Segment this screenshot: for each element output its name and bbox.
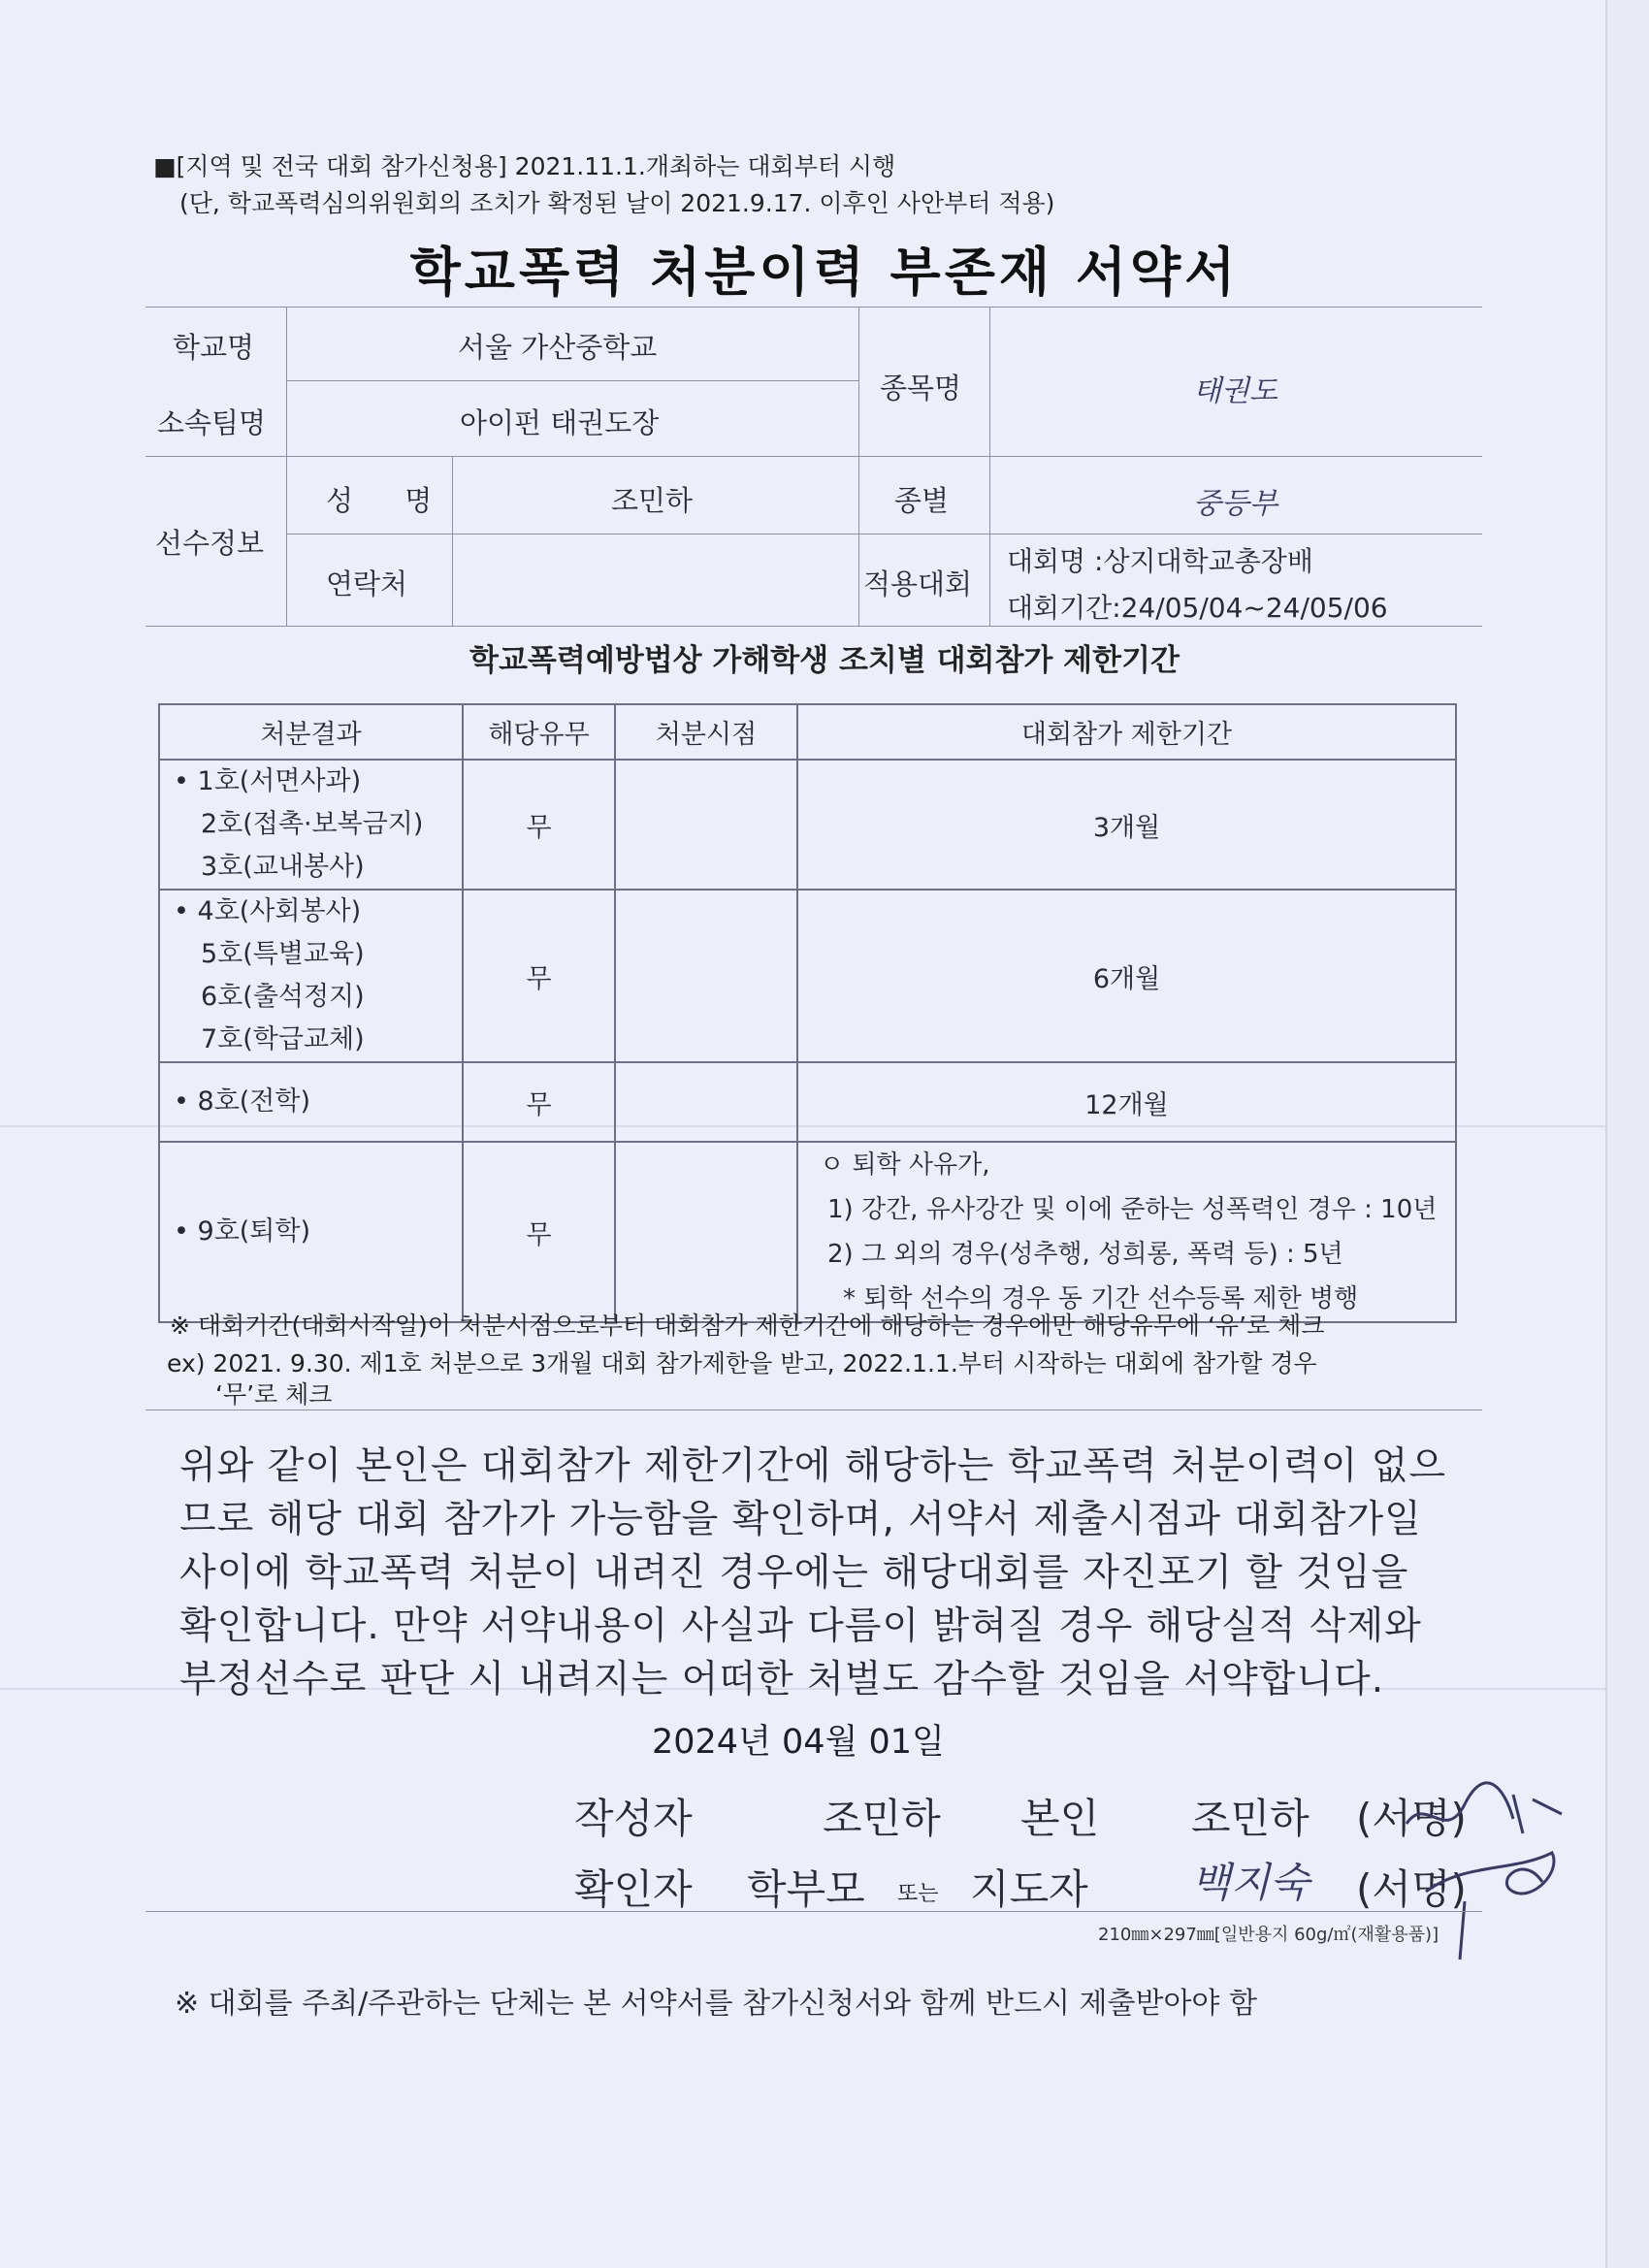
- competition-name: 대회명 :상지대학교총장배: [1007, 545, 1313, 577]
- notes-divider: [146, 1409, 1482, 1410]
- timing-cell: [615, 1062, 797, 1142]
- table-row: [159, 760, 1456, 890]
- applicable-cell: 무: [463, 890, 615, 1062]
- applicable-cell: 무: [463, 1062, 615, 1142]
- note-line-1: ※ 대회기간(대회시작일)이 처분시점으로부터 대회참가 제한기간에 해당하는 경우에만 해당유무에 ‘유’로 체크: [170, 1312, 1325, 1340]
- notice-line-2: (단, 학교폭력심의위원회의 조치가 확정된 날이 2021.9.17. 이후인 사안부터 적용): [179, 189, 1055, 217]
- expulsion-line: 2) 그 외의 경우(성추행, 성희롱, 폭력 등) : 5년: [827, 1240, 1343, 1269]
- table-row: [159, 1142, 1456, 1322]
- period-cell: 3개월: [797, 760, 1456, 890]
- header-result: 처분결과: [159, 704, 463, 760]
- confirmer-label: 확인자: [574, 1865, 693, 1913]
- result-item: 6호(출석정지): [201, 982, 365, 1012]
- footer-note: ※ 대회를 주최/주관하는 단체는 본 서약서를 참가신청서와 함께 반드시 제출받아야 함: [175, 1987, 1257, 2021]
- result-cell: [159, 890, 463, 1062]
- timing-cell: [615, 760, 797, 890]
- header-applicable: 해당유무: [463, 704, 615, 760]
- info-border-top: [146, 307, 1482, 308]
- pledge-line: 사이에 학교폭력 처분이 내려진 경우에는 해당대회를 자진포기 할 것임을: [179, 1551, 1409, 1595]
- result-item: • 1호(서면사과): [160, 761, 462, 803]
- applied-competition-label: 적용대회: [863, 567, 973, 600]
- info-border: [146, 456, 1482, 457]
- result-item: • 4호(사회봉사): [160, 891, 462, 933]
- info-border: [858, 307, 859, 626]
- result-item: 2호(접촉·보복금지): [201, 809, 424, 839]
- team-value: 아이펀 태권도장: [460, 406, 660, 439]
- school-value: 서울 가산중학교: [458, 331, 658, 364]
- paper-spec: 210㎜×297㎜[일반용지 60g/㎡(재활용품)]: [1098, 1925, 1439, 1945]
- notice-line-1: ■[지역 및 전국 대회 참가신청용] 2021.11.1.개최하는 대회부터 시행: [153, 152, 896, 180]
- expulsion-line: 1) 강간, 유사강간 및 이에 준하는 성폭력인 경우 : 10년: [827, 1195, 1438, 1224]
- period-cell: 6개월: [797, 890, 1456, 1062]
- period-cell: 12개월: [797, 1062, 1456, 1142]
- division-value: 중등부: [1193, 487, 1277, 521]
- division-label: 종별: [894, 484, 950, 517]
- header-timing: 처분시점: [615, 704, 797, 760]
- coach-signature-scribble: [1406, 1833, 1571, 1969]
- note-line-3: ‘무’로 체크: [215, 1380, 333, 1409]
- restriction-table: [158, 703, 1457, 1323]
- table-row: [159, 1062, 1456, 1142]
- expulsion-line: * 퇴학 선수의 경우 동 기간 선수등록 제한 병행: [843, 1284, 1359, 1313]
- header-period: 대회참가 제한기간: [797, 704, 1456, 760]
- self-name: 조민하: [1191, 1795, 1310, 1842]
- self-label: 본인: [1020, 1795, 1100, 1842]
- info-border-bottom: [146, 626, 1482, 627]
- info-border: [286, 307, 287, 626]
- table-row: [159, 890, 1456, 1062]
- period-cell: [797, 1142, 1456, 1322]
- player-info-label: 선수정보: [155, 527, 265, 560]
- table-header-row: [159, 704, 1456, 760]
- applicable-cell: 무: [463, 760, 615, 890]
- pledge-line: 확인합니다. 만약 서약내용이 사실과 다름이 밝혀질 경우 해당실적 삭제와: [179, 1604, 1422, 1648]
- result-item: • 8호(전학): [160, 1081, 462, 1123]
- competition-period: 대회기간:24/05/04~24/05/06: [1007, 592, 1388, 624]
- parent-label: 학부모: [747, 1865, 865, 1913]
- writer-label: 작성자: [574, 1795, 693, 1842]
- writer-name: 조민하: [823, 1795, 941, 1842]
- coach-label: 지도자: [970, 1865, 1088, 1913]
- result-item: • 9호(퇴학): [160, 1211, 462, 1253]
- note-line-2: ex) 2021. 9.30. 제1호 처분으로 3개월 대회 참가제한을 받고, 2022.1.1.부터 시작하는 대회에 참가할 경우: [167, 1349, 1317, 1377]
- coach-signature: 백지숙: [1191, 1859, 1310, 1906]
- result-item: 5호(특별교육): [201, 939, 365, 969]
- result-cell: [159, 1062, 463, 1142]
- applicable-cell: 무: [463, 1142, 615, 1322]
- pledge-date: 2024년 04월 01일: [652, 1723, 945, 1762]
- pledge-line: 위와 같이 본인은 대회참가 제한기간에 해당하는 학교폭력 처분이력이 없으: [179, 1444, 1447, 1488]
- team-label: 소속팀명: [157, 406, 267, 439]
- event-value: 태권도: [1193, 374, 1277, 408]
- timing-cell: [615, 1142, 797, 1322]
- result-item: 3호(교내봉사): [201, 852, 365, 882]
- pledge-line: 므로 해당 대회 참가가 가능함을 확인하며, 서약서 제출시점과 대회참가일: [179, 1498, 1422, 1541]
- result-item: 7호(학급교체): [201, 1024, 365, 1054]
- pledge-line: 부정선수로 판단 시 내려지는 어떠한 처벌도 감수할 것임을 서약합니다.: [179, 1658, 1385, 1701]
- result-cell: [159, 1142, 463, 1322]
- expulsion-line: ㅇ 퇴학 사유가,: [820, 1150, 990, 1180]
- event-label: 종목명: [880, 372, 962, 405]
- info-border: [286, 534, 1482, 535]
- contact-label: 연락처: [326, 567, 408, 600]
- name-label: 성 명: [326, 484, 454, 517]
- timing-cell: [615, 890, 797, 1062]
- restriction-subtitle: 학교폭력예방법상 가해학생 조치별 대회참가 제한기간: [469, 643, 1180, 678]
- sign-label: (서명): [1356, 1795, 1467, 1842]
- info-border: [989, 307, 990, 626]
- document-title: 학교폭력 처분이력 부존재 서약서: [409, 242, 1240, 303]
- or-label: 또는: [897, 1882, 939, 1906]
- school-label: 학교명: [173, 331, 255, 364]
- result-cell: [159, 760, 463, 890]
- sign-label-2: (서명): [1356, 1865, 1467, 1913]
- info-border: [286, 380, 858, 381]
- name-value: 조민하: [611, 484, 694, 517]
- signature-divider: [146, 1911, 1482, 1912]
